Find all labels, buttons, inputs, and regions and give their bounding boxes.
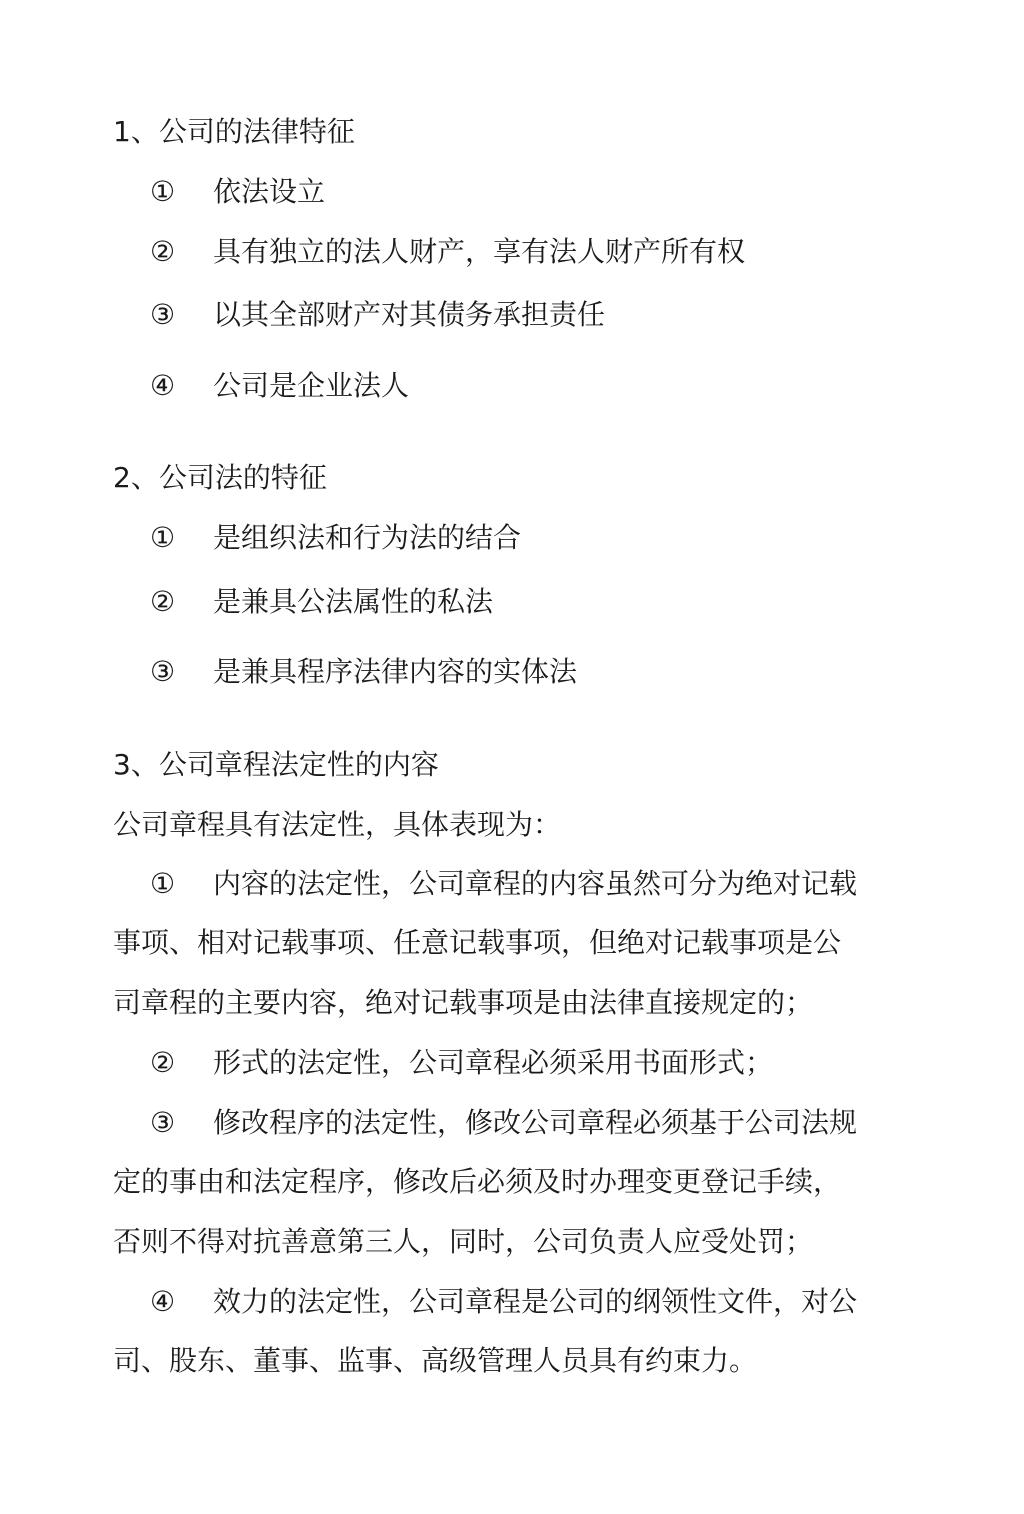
paragraph-first-line [150,1103,857,1143]
list-marker: ② [150,1046,176,1079]
paragraph-text: 效力的法定性，公司章程是公司的纲领性文件，对公 [213,1285,858,1318]
list-marker: ④ [150,1285,176,1318]
paragraph-text: 修改程序的法定性，修改公司章程必须基于公司法规 [213,1106,858,1139]
list-item-text: 以其全部财产对其债务承担责任 [213,298,606,331]
paragraph-continuation: 事项、相对记载事项、任意记载事项，但绝对记载事项是公 [113,926,842,959]
paragraph-first-line [150,864,857,904]
list-item [150,366,409,406]
list-marker: ② [150,235,176,268]
list-item [150,172,325,212]
section-intro: 公司章程具有法定性，具体表现为： [113,808,562,841]
list-marker: ① [150,175,176,208]
list-item [150,582,493,622]
list-marker: ① [150,867,176,900]
paragraph-first-line [150,1043,773,1083]
section-heading-3: 3、公司章程法定性的内容 [113,748,439,781]
paragraph-text: 形式的法定性，公司章程必须采用书面形式； [213,1046,774,1079]
list-item-text: 是兼具公法属性的私法 [213,585,494,618]
list-marker: ② [150,585,176,618]
list-marker: ① [150,521,176,554]
section-heading-1: 1、公司的法律特征 [113,115,355,148]
list-marker: ③ [150,655,176,688]
list-item-text: 公司是企业法人 [213,369,410,402]
list-item [150,232,745,272]
list-item-text: 是兼具程序法律内容的实体法 [213,655,578,688]
paragraph-continuation: 司章程的主要内容，绝对记载事项是由法律直接规定的； [113,986,814,1019]
list-item [150,518,521,558]
list-item-text: 具有独立的法人财产，享有法人财产所有权 [213,235,746,268]
list-item [150,295,605,335]
section-heading-2: 2、公司法的特征 [113,461,327,494]
paragraph-text: 内容的法定性，公司章程的内容虽然可分为绝对记载 [213,867,858,900]
paragraph-first-line [150,1282,857,1322]
paragraph-continuation: 否则不得对抗善意第三人，同时，公司负责人应受处罚； [113,1225,814,1258]
list-item-text: 依法设立 [213,175,326,208]
paragraph-continuation: 司、股东、董事、监事、高级管理人员具有约束力。 [113,1344,758,1377]
list-marker: ③ [150,298,176,331]
list-item-text: 是组织法和行为法的结合 [213,521,522,554]
list-marker: ④ [150,369,176,402]
list-item [150,652,577,692]
list-marker: ③ [150,1106,176,1139]
paragraph-continuation: 定的事由和法定程序，修改后必须及时办理变更登记手续， [113,1165,842,1198]
